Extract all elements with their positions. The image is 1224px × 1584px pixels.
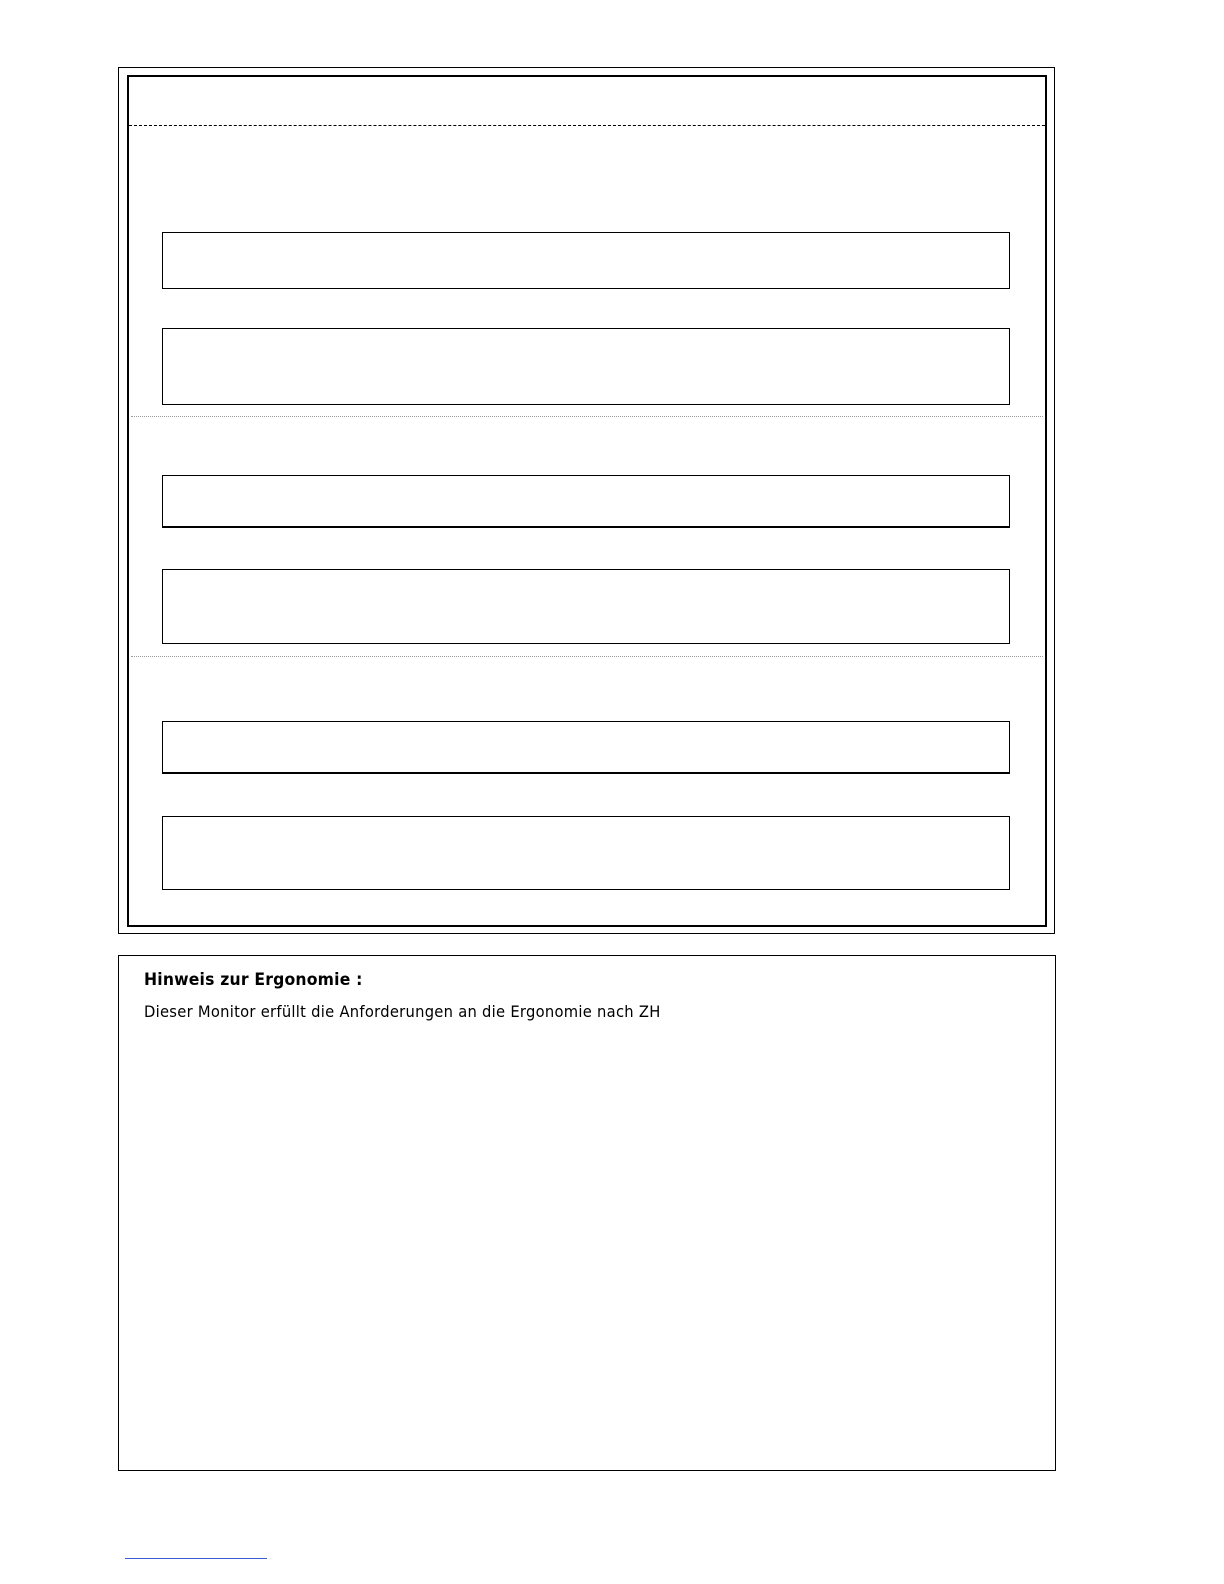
label-field-2 — [162, 328, 1010, 405]
label-field-5 — [162, 721, 1010, 774]
cut-line — [129, 125, 1045, 126]
label-field-6 — [162, 816, 1010, 890]
section-divider-1 — [131, 416, 1043, 417]
label-field-4 — [162, 569, 1010, 644]
ergonomics-note-text: Dieser Monitor erfüllt die Anforderungen an die Ergonomie nach ZH — [144, 1002, 661, 1021]
label-field-1 — [162, 232, 1010, 289]
label-field-3 — [162, 475, 1010, 528]
footer-rule — [125, 1558, 267, 1559]
section-divider-2 — [131, 656, 1043, 657]
ergonomics-note-box — [118, 955, 1056, 1471]
ergonomics-note-title: Hinweis zur Ergonomie : — [144, 970, 363, 990]
